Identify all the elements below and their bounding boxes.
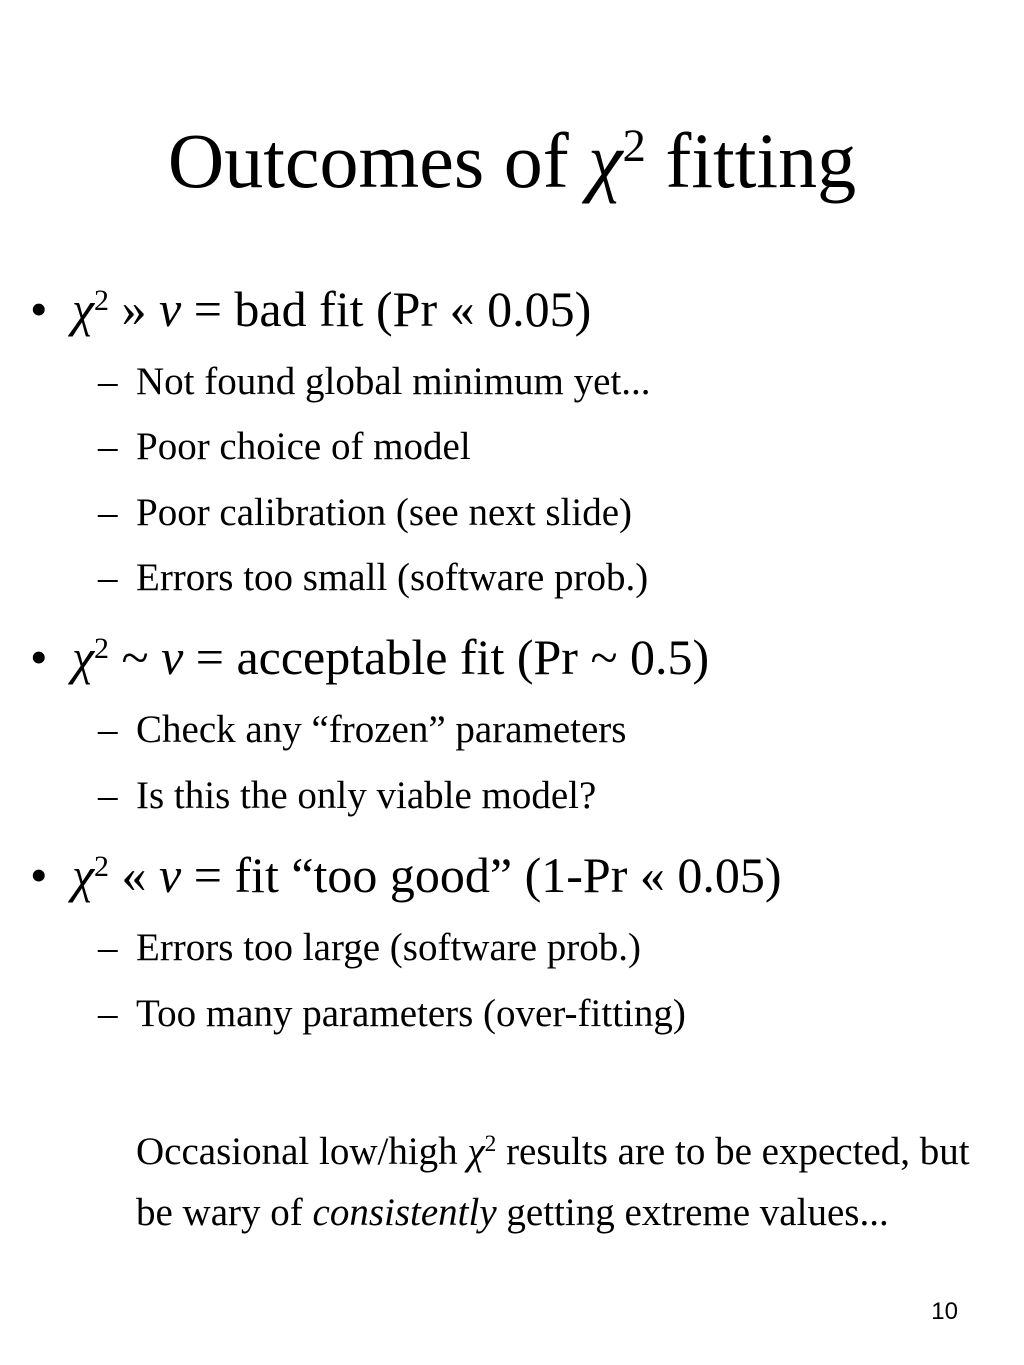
nu-symbol: ν (159, 281, 182, 337)
bullet-marker: • (30, 281, 48, 337)
sub-marker: – (98, 708, 118, 751)
nu-symbol: ν (159, 847, 182, 903)
sub-marker: – (98, 992, 118, 1035)
superscript: 2 (94, 631, 109, 665)
bullet-text: = fit “too good” (1-Pr « 0.05) (181, 847, 782, 903)
superscript: 2 (94, 283, 109, 317)
title-superscript: 2 (622, 120, 646, 173)
sub-item-text: Poor choice of model (136, 425, 471, 468)
sub-item (98, 775, 596, 818)
note-text: results are to be expected, but be wary of (136, 1130, 970, 1234)
superscript: 2 (484, 1131, 497, 1158)
note-emphasis: consistently (312, 1191, 497, 1234)
chi-symbol: χ (72, 629, 94, 685)
sub-item (98, 557, 648, 600)
sub-item (98, 993, 686, 1036)
bullet-marker: • (30, 629, 48, 685)
relation-symbol: « (109, 847, 159, 903)
bullet-too-good-fit (30, 848, 782, 903)
sub-marker: – (98, 360, 118, 403)
sub-item (98, 361, 651, 404)
sub-item-text: Not found global minimum yet... (136, 360, 651, 403)
chi-symbol: χ (72, 281, 94, 337)
bullet-bad-fit (30, 282, 591, 337)
sub-item (98, 426, 471, 469)
sub-item-text: Poor calibration (see next slide) (136, 491, 633, 534)
title-suffix: fitting (645, 117, 857, 204)
bullet-text: = acceptable fit (Pr ~ 0.5) (183, 629, 710, 685)
bullet-acceptable-fit (30, 630, 709, 685)
sub-item-text: Errors too small (software prob.) (136, 556, 649, 599)
sub-item-text: Errors too large (software prob.) (136, 926, 642, 969)
title-prefix: Outcomes of (167, 117, 589, 204)
nu-symbol: ν (161, 629, 184, 685)
page-number: 10 (931, 1298, 958, 1325)
bullet-marker: • (30, 847, 48, 903)
slide-title (0, 118, 1024, 204)
sub-item (98, 492, 632, 535)
title-chi-symbol: χ (588, 117, 623, 204)
sub-marker: – (98, 491, 118, 534)
relation-symbol: ~ (109, 629, 162, 685)
note-text: getting extreme values... (496, 1191, 889, 1234)
relation-symbol: » (109, 281, 159, 337)
chi-symbol: χ (72, 847, 94, 903)
sub-marker: – (98, 926, 118, 969)
note-text: Occasional low/high (136, 1130, 468, 1173)
sub-item (98, 709, 626, 752)
sub-marker: – (98, 425, 118, 468)
bullet-text: = bad fit (Pr « 0.05) (181, 281, 592, 337)
superscript: 2 (94, 849, 109, 883)
closing-note (136, 1124, 976, 1240)
sub-item-text: Check any “frozen” parameters (136, 708, 627, 751)
chi-symbol: χ (467, 1130, 485, 1173)
sub-marker: – (98, 774, 118, 817)
sub-item-text: Is this the only viable model? (136, 774, 597, 817)
sub-item-text: Too many parameters (over-fitting) (136, 992, 686, 1035)
sub-marker: – (98, 556, 118, 599)
sub-item (98, 927, 641, 970)
